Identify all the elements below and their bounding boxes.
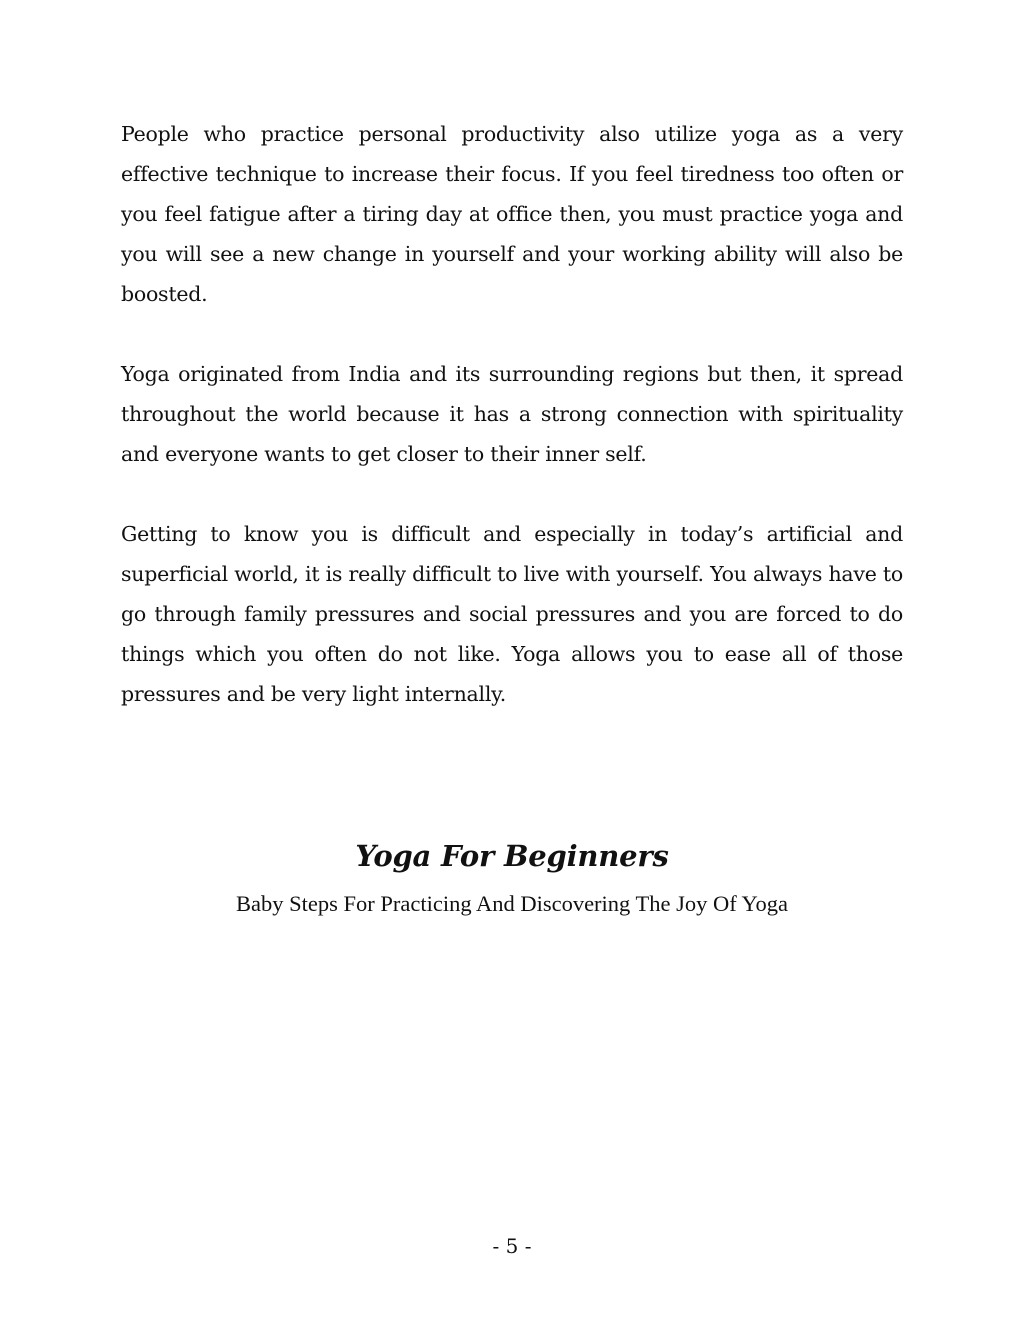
- promo-subtitle: Baby Steps For Practicing And Discovering The Joy Of Yoga: [235, 891, 789, 916]
- promo-block: [0, 832, 1024, 928]
- paragraph-origin: Yoga originated from India and its surrounding regions but then, it spread throughout the world because it has a strong connection with spirituality and everyone wants to get closer to their inner self.: [121, 362, 903, 466]
- promo-title: Yoga For Beginners: [355, 839, 669, 873]
- paragraph-productivity: People who practice personal productivity also utilize yoga as a very effective technique to increase their focus. If you feel tiredness too often or you feel fatigue after a tiring day at office then, you must practice yoga and you will see a new change in yourself and your working ability will also be boosted.: [121, 122, 903, 306]
- document-body: [121, 114, 903, 754]
- page-number: - 5 -: [492, 1234, 532, 1258]
- paragraph-inner-self: Getting to know you is difficult and especially in today’s artificial and superficial world, it is really difficult to live with yourself. You always have to go through family pressures and social pressures and you are forced to do things which you often do not like. Yoga allows you to ease all of those pressures and be very light internally.: [121, 522, 903, 706]
